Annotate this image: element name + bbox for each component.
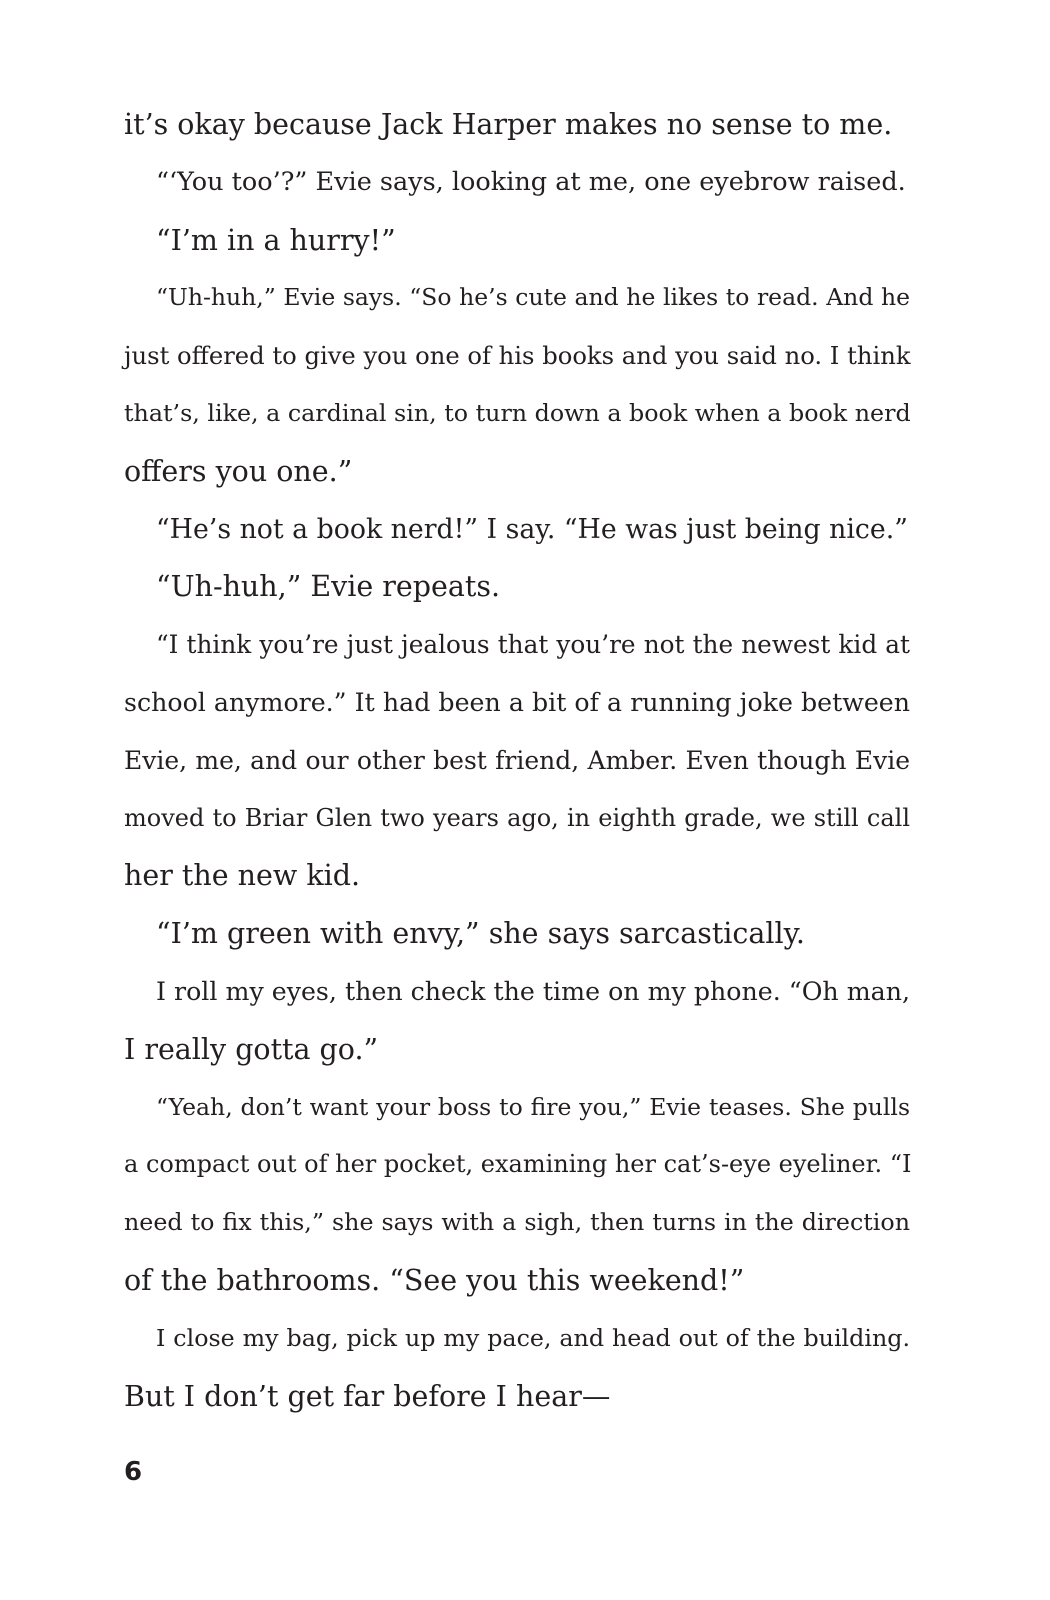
text-line: a compact out of her pocket, examining her cat’s-eye eyeliner. “I	[124, 1150, 912, 1179]
text-line: “He’s not a book nerd!” I say. “He was just being nice.”	[156, 513, 908, 545]
text-line: I really gotta go.”	[124, 1032, 379, 1066]
text-line: Evie, me, and our other best friend, Amber. Even though Evie	[124, 745, 910, 775]
text-line: “I’m green with envy,” she says sarcastically.	[156, 917, 805, 951]
text-line: need to fix this,” she says with a sigh, then turns in the direction	[124, 1208, 910, 1237]
text-line: “I think you’re just jealous that you’re not the newest kid at	[156, 630, 910, 660]
text-line: of the bathrooms. “See you this weekend!”	[124, 1263, 745, 1297]
text-line: I close my bag, pick up my pace, and head out of the building.	[156, 1323, 910, 1352]
text-line: moved to Briar Glen two years ago, in eighth grade, we still call	[124, 803, 910, 832]
text-line: her the new kid.	[124, 859, 361, 893]
page-number: 6	[124, 1457, 143, 1487]
text-line: “I’m in a hurry!”	[156, 223, 396, 257]
text-line: “‘You too’?” Evie says, looking at me, one eyebrow raised.	[156, 166, 906, 197]
text-line: it’s okay because Jack Harper makes no sense to me.	[124, 108, 893, 141]
text-line: that’s, like, a cardinal sin, to turn down a book when a book nerd	[124, 398, 911, 427]
text-line: “Yeah, don’t want your boss to fire you,” Evie teases. She pulls	[156, 1092, 910, 1121]
text-line: school anymore.” It had been a bit of a running joke between	[124, 687, 910, 717]
text-line: “Uh-huh,” Evie says. “So he’s cute and he likes to read. And he	[156, 283, 910, 312]
text-line: just offered to give you one of his books and you said no. I think	[124, 341, 911, 371]
text-line: offers you one.”	[124, 454, 353, 488]
text-line: I roll my eyes, then check the time on my phone. “Oh man,	[156, 976, 910, 1006]
text-line: “Uh-huh,” Evie repeats.	[156, 570, 501, 604]
body-text	[124, 96, 910, 1425]
text-line: But I don’t get far before I hear—	[124, 1379, 611, 1413]
